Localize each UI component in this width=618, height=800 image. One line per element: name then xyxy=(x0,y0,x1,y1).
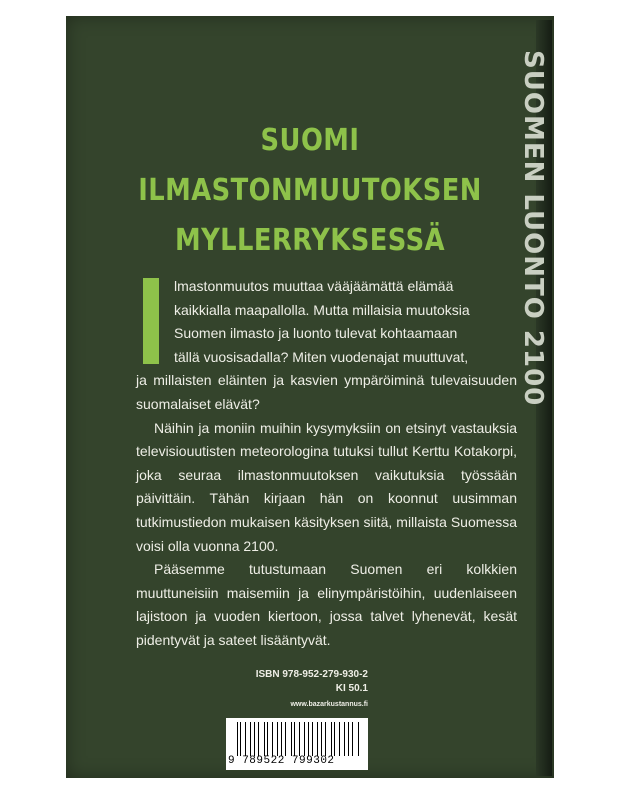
book-spine xyxy=(518,20,552,776)
title-line-2: ILMASTONMUUTOKSEN xyxy=(138,173,482,208)
barcode-label xyxy=(226,718,368,770)
paragraph-1-start xyxy=(136,275,517,369)
paragraph-1-line-1: lmastonmuutos muuttaa vääjäämättä elämää xyxy=(174,278,454,294)
library-class: KI 50.1 xyxy=(335,683,368,694)
paragraph-3: Pääsemme tutustumaan Suomen eri kolkkien muuttuneisiin maisemiin ja elinympäristöihin, uudenlaiseen lajistoon ja vuoden kiertoon, jossa talvet lyhenevät, kesät pidentyvät ja sateet lisääntyvät. xyxy=(136,561,517,648)
paragraph-1-rest: ja millaisten eläinten ja kasvien ympäröiminä tulevaisuuden suomalaiset elävät? xyxy=(136,372,517,412)
publisher-website: www.bazarkustannus.fi xyxy=(290,701,368,708)
blurb-text xyxy=(136,275,517,653)
paragraph-1-line-4: tällä vuosisadalla? Miten vuodenajat muuttuvat, xyxy=(174,348,469,365)
title-line-3: MYLLERRYKSESSÄ xyxy=(174,223,446,258)
paragraph-1-line-2: kaikkialla maapallolla. Mutta millaisia muutoksia xyxy=(174,301,470,318)
spine-title: SUOMEN LUONTO 2100 xyxy=(518,50,548,407)
barcode-bars xyxy=(237,722,361,756)
barcode-digits: 9 789522 799302 xyxy=(228,755,335,767)
cover-title xyxy=(100,116,520,266)
paragraph-1-line-3: Suomen ilmasto ja luonto tulevat kohtaamaan xyxy=(174,325,458,342)
publication-info xyxy=(232,668,368,711)
paragraph-2: Näihin ja moniin muihin kysymyksiin on etsinyt vastauksia televisiouutisten meteorologina tutuksi tullut Kerttu Kotakorpi, joka seuraa ilmastonmuutoksen vaikutuksia työssään päivittäin. Tähän kirjaan hän on koonnut uusimman tutkimustiedon mukaisen käsityksen siitä, millaista Suomessa voisi olla vuonna 2100. xyxy=(136,419,517,554)
title-line-1: SUOMI xyxy=(260,123,360,158)
isbn-number: ISBN 978-952-279-930-2 xyxy=(255,669,368,680)
